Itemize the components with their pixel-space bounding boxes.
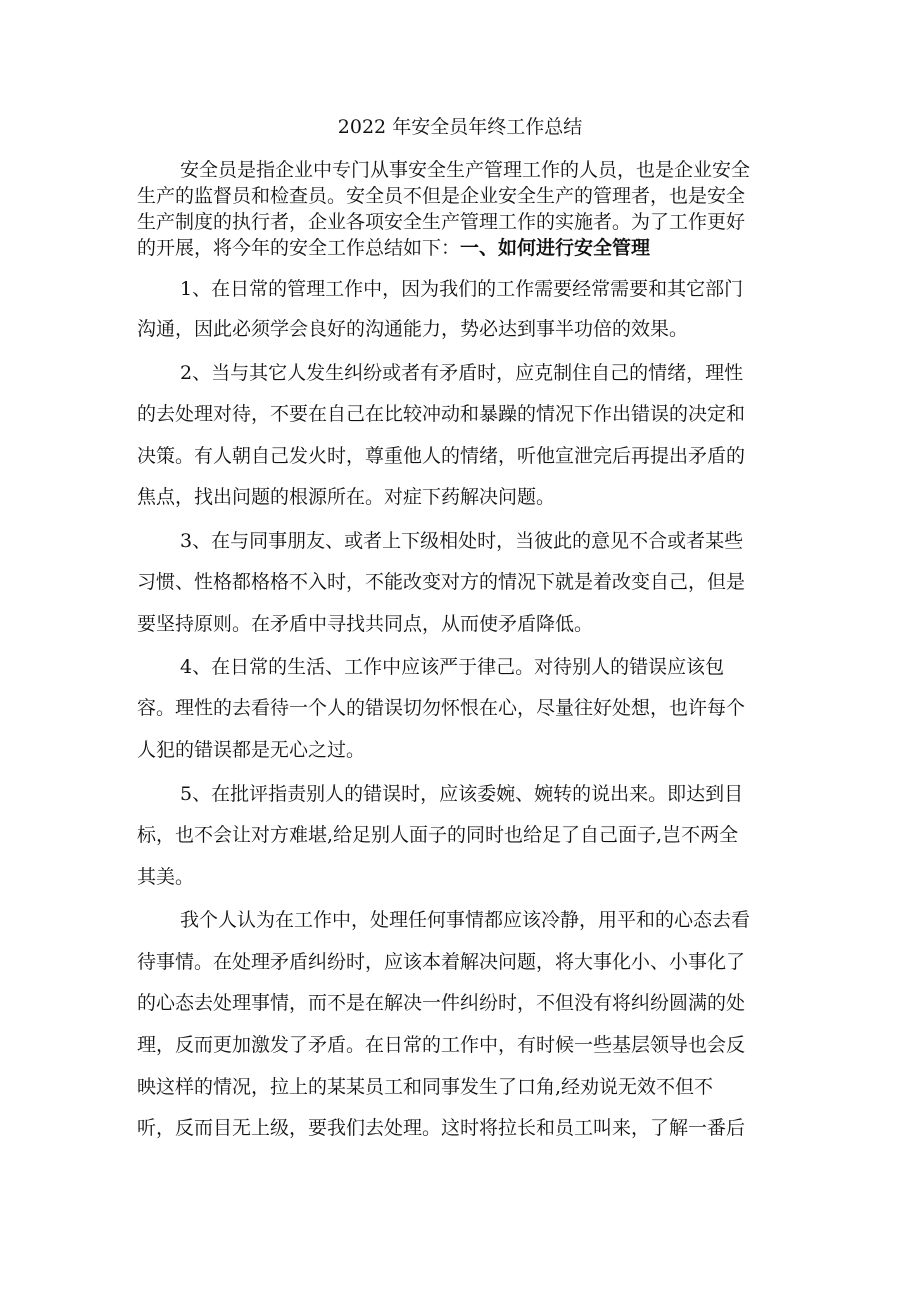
para-6-line-3: 的心态去处理事情，而不是在解决一件纠纷时，不但没有将纠纷圆满的处 (137, 992, 746, 1014)
intro-line-3: 生产制度的执行者，企业各项安全生产管理工作的实施者。为了工作更好 (137, 211, 746, 233)
intro-line-2: 生产的监督员和检查员。安全员不但是企业安全生产的管理者，也是安全 (137, 185, 746, 207)
intro-line-4-text: 的开展，将今年的安全工作总结如下： (137, 237, 461, 259)
intro-line-4 (137, 235, 650, 261)
para-6-line-4: 理，反而更加激发了矛盾。在日常的工作中，有时候一些基层领导也会反 (137, 1034, 746, 1056)
point-5-line-3: 其美。 (137, 866, 195, 888)
section-heading: 一、如何进行安全管理 (460, 237, 651, 259)
point-5-line-2: 标，也不会让对方难堪,给足别人面子的同时也给足了自己面子,岂不两全 (137, 824, 739, 846)
para-6-line-6: 听，反而目无上级，要我们去处理。这时将拉长和员工叫来，了解一番后 (137, 1117, 746, 1139)
point-4-line-3: 人犯的错误都是无心之过。 (137, 739, 366, 761)
para-6-line-2: 待事情。在处理矛盾纠纷时，应该本着解决问题，将大事化小、小事化了 (137, 951, 746, 973)
para-6-line-5: 映这样的情况，拉上的某某员工和同事发生了口角,经劝说无效不但不 (137, 1076, 714, 1098)
document-title: 2022 年安全员年终工作总结 (337, 116, 583, 138)
point-2-line-1: 2、当与其它人发生纠纷或者有矛盾时，应克制住自己的情绪，理性 (180, 362, 744, 384)
para-6-line-1: 我个人认为在工作中，处理任何事情都应该冷静，用平和的心态去看 (180, 909, 751, 931)
point-4-line-1: 4、在日常的生活、工作中应该严于律己。对待别人的错误应该包 (180, 656, 725, 678)
point-3-line-3: 要坚持原则。在矛盾中寻找共同点，从而使矛盾降低。 (137, 613, 594, 635)
point-2-line-2: 的去处理对待，不要在自己在比较冲动和暴躁的情况下作出错误的决定和 (137, 403, 746, 425)
point-1-line-2: 沟通，因此必须学会良好的沟通能力，势必达到事半功倍的效果。 (137, 318, 689, 340)
intro-line-1: 安全员是指企业中专门从事安全生产管理工作的人员，也是企业安全 (180, 159, 751, 181)
point-2-line-3: 决策。有人朝自己发火时，尊重他人的情绪，听他宣泄完后再提出矛盾的 (137, 445, 746, 467)
point-1-line-1: 1、在日常的管理工作中，因为我们的工作需要经常需要和其它部门 (180, 278, 744, 300)
point-3-line-2: 习惯、性格都格格不入时，不能改变对方的情况下就是着改变自己，但是 (137, 571, 746, 593)
point-4-line-2: 容。理性的去看待一个人的错误切勿怀恨在心，尽量往好处想，也许每个 (137, 697, 746, 719)
point-2-line-4: 焦点，找出问题的根源所在。对症下药解决问题。 (137, 486, 556, 508)
point-5-line-1: 5、在批评指责别人的错误时，应该委婉、婉转的说出来。即达到目 (180, 783, 744, 805)
point-3-line-1: 3、在与同事朋友、或者上下级相处时，当彼此的意见不合或者某些 (180, 530, 744, 552)
